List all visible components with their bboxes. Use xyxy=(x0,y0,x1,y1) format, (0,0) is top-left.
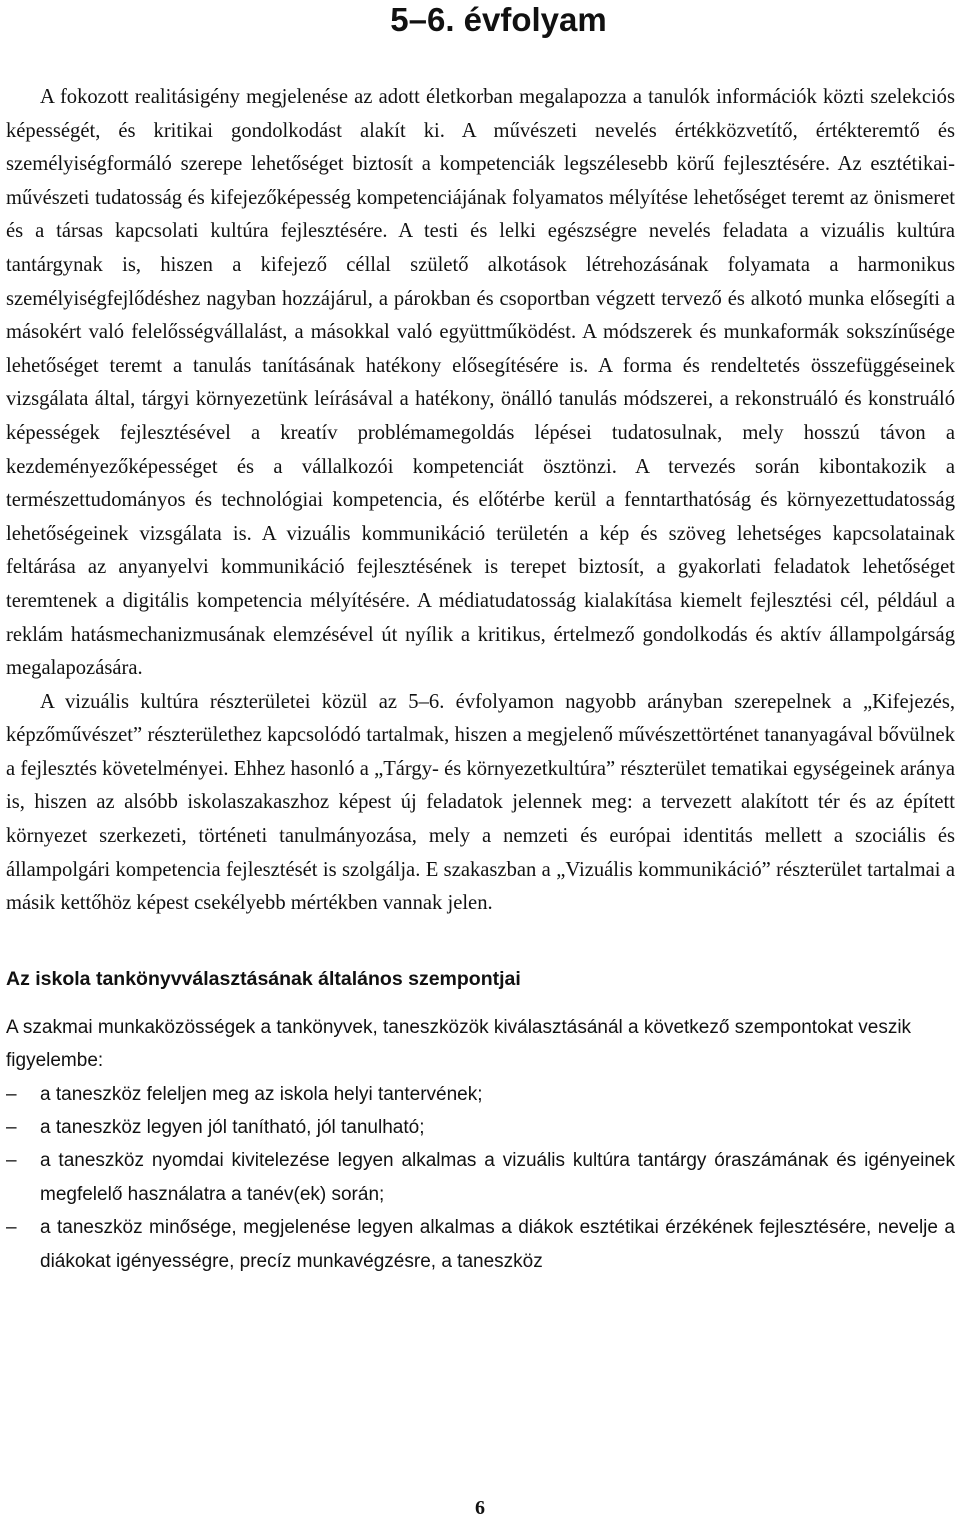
document-page xyxy=(6,0,955,1278)
list-item-text: a taneszköz nyomdai kivitelezése legyen alkalmas a vizuális kultúra tantárgy óraszámának és igényeinek megfelelő használatra a tanév(ek) során; xyxy=(40,1150,955,1205)
list-item xyxy=(6,1111,955,1144)
paragraph-subareas: A vizuális kultúra részterületei közül az 5–6. évfolyamon nagyobb arányban szerepelnek a „Kifejezés, képzőművészet” részterülethez kapcsolódó tartalmak, hiszen a megjelenő művészettörténet tananyagával bővülnek a fejlesztés követelményei. Ehhez hasonló a „Tárgy- és környezetkultúra” részterület tematikai egységeinek aránya is, hiszen az alsóbb iskolaszakaszhoz képest új feladatok jelennek meg: a tervezett alakított tér és az épített környezet szerkezeti, történeti tanulmányozása, mely a nemzeti és európai identitás mellett a szociális és állampolgári kompetencia fejlesztését is szolgálja. E szakaszban a „Vizuális kommunikáció” részterület tartalmai a másik kettőhöz képest csekélyebb mértékben vannak jelen. xyxy=(6,690,955,915)
list-item xyxy=(6,1211,955,1278)
page-title: 5–6. évfolyam xyxy=(390,1,607,38)
section-intro: A szakmai munkaközösségek a tankönyvek, taneszközök kiválasztásánál a következő szempontokat veszik figyelembe: xyxy=(6,1016,912,1072)
list-item-text: a taneszköz minősége, megjelenése legyen alkalmas a diákok esztétikai érzékének fejlesztésére, nevelje a diákokat igényességre, precíz munkavégzésre, a taneszköz xyxy=(40,1217,955,1272)
dash-bullet: – xyxy=(6,1217,17,1239)
dash-bullet: – xyxy=(6,1117,17,1139)
list-item xyxy=(6,1078,955,1111)
list-item-text: a taneszköz feleljen meg az iskola helyi tantervének; xyxy=(40,1083,483,1105)
body-text xyxy=(6,81,955,921)
section-heading: Az iskola tankönyvválasztásának általános szempontjai xyxy=(6,967,521,990)
page-number: 6 xyxy=(475,1497,485,1519)
criteria-list xyxy=(6,1078,955,1278)
dash-bullet: – xyxy=(6,1083,17,1105)
dash-bullet: – xyxy=(6,1150,17,1172)
paragraph-competencies: A fokozott realitásigény megjelenése az adott életkorban megalapozza a tanulók információk közti szelekciós képességét, és kritikai gondolkodást alakít ki. A művészeti nevelés értékközvetítő, értékteremtő és személyiségformáló szerepe lehetőséget biztosít a kompetenciák legszélesebb körű fejlesztésére. Az esztétikai-művészeti tudatosság és kifejezőképesség kompetenciájának folyamatos mélyítése lehetőséget teremt az önismeret és a társas kapcsolati kultúra fejlesztésére. A testi és lelki egészségre nevelés feladata a vizuális kultúra tantárgynak is, hiszen a kifejező céllal születő alkotások létrehozásának folyamata a harmonikus személyiségfejlődéshez nagyban hozzájárul, a párokban és csoportban végzett tervező és alkotó munka elősegíti a másokért való felelősségvállalást, a másokkal való együttműködést. A módszerek és munkaformák sokszínűsége lehetőséget teremt a tanulás tanításának hatékony elősegítésére is. A forma és rendeltetés összefüggéseinek vizsgálata által, tárgyi környezetünk leírásával a hatékony, önálló tanulás módszerei, a rekonstruáló és konstruáló képességek fejlesztésével a kreatív problémamegoldás lépései tudatosulnak, mely hosszú távon a kezdeményezőképességet és a vállalkozói kompetenciát ösztönzi. A tervezés során kibontakozik a természettudományos és technológiai kompetencia, és előtérbe kerül a fenntarthatóság és környezettudatosság lehetőségeinek vizsgálata is. A vizuális kommunikáció területén a kép és szöveg lehetséges kapcsolatainak feltárása az anyanyelvi kommunikáció fejlesztésének is terepet biztosít, a gyakorlati feladatok lehetőséget teremtenek a digitális kompetencia mélyítésére. A médiatudatosság kialakítása kiemelt fejlesztési cél, például a reklám hatásmechanizmusának elemzésével út nyílik a kritikus, értelmező gondolkodás és aktív állampolgárság megalapozására. xyxy=(6,86,955,680)
textbook-criteria-section xyxy=(6,1011,955,1278)
list-item-text: a taneszköz legyen jól tanítható, jól tanulható; xyxy=(40,1117,425,1139)
list-item xyxy=(6,1144,955,1211)
